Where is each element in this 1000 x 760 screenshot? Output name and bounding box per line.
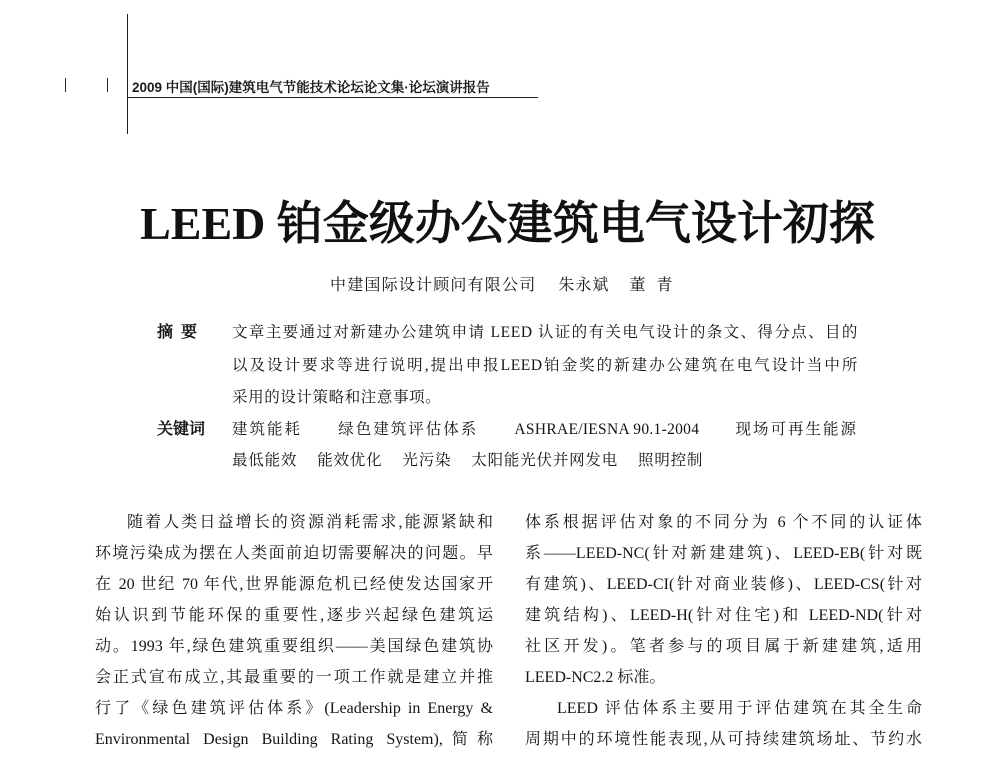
body-line: 周期中的环境性能表现,从可持续建筑场址、节约水 <box>525 731 922 748</box>
abstract-label: 摘 要 <box>157 324 198 341</box>
author-name: 朱永斌 <box>558 277 610 294</box>
keyword: 光污染 <box>402 452 452 469</box>
keyword: 照明控制 <box>638 452 704 469</box>
body-line: LEED-NC2.2 标准。 <box>525 669 666 686</box>
body-column-right <box>525 507 922 755</box>
abstract-line: 采用的设计策略和注意事项。 <box>232 389 442 406</box>
body-line: 体系根据评估对象的不同分为 6 个不同的认证体 <box>525 514 922 531</box>
body-line: 行了《绿色建筑评估体系》(Leadership in Energy & <box>95 700 493 717</box>
keywords-row <box>232 414 858 446</box>
body-line: 随着人类日益增长的资源消耗需求,能源紧缺和 <box>127 514 493 531</box>
body-line: 会正式宣布成立,其最重要的一项工作就是建立并推 <box>95 669 493 686</box>
author-affiliation: 中建国际设计顾问有限公司 <box>330 277 537 294</box>
byline <box>330 274 693 298</box>
body-line: 动。1993 年,绿色建筑重要组织——美国绿色建筑协 <box>95 638 493 655</box>
body-line: 建筑结构)、LEED-H(针对住宅)和 LEED-ND(针对 <box>525 607 922 624</box>
body-line: 在 20 世纪 70 年代,世界能源危机已经使发达国家开 <box>95 576 493 593</box>
body-line: Environmental Design Building Rating System),简称 <box>95 731 493 748</box>
body-line: 有建筑)、LEED-CI(针对商业装修)、LEED-CS(针对 <box>525 576 922 593</box>
keyword: 能效优化 <box>317 452 383 469</box>
running-head-underline <box>127 97 538 98</box>
header-tick-mark <box>107 78 108 92</box>
keyword: 最低能效 <box>232 452 298 469</box>
keywords-label: 关键词 <box>157 421 206 438</box>
abstract-line: 以及设计要求等进行说明,提出申报LEED铂金奖的新建办公建筑在电气设计当中所 <box>232 357 858 374</box>
running-head: 2009 中国(国际)建筑电气节能技术论坛论文集·论坛演讲报告 <box>132 80 490 95</box>
paper-title: LEED 铂金级办公建筑电气设计初探 <box>140 198 875 249</box>
keyword: ASHRAE/IESNA 90.1-2004 <box>514 421 700 438</box>
abstract-line: 文章主要通过对新建办公建筑申请 LEED 认证的有关电气设计的条文、得分点、目的 <box>232 324 858 341</box>
body-column-left <box>95 507 493 755</box>
body-line: 始认识到节能环保的重要性,逐步兴起绿色建筑运 <box>95 607 493 624</box>
keyword: 现场可再生能源 <box>735 421 858 438</box>
body-line: LEED 评估体系主要用于评估建筑在其全生命 <box>557 700 922 717</box>
body-line: 环境污染成为摆在人类面前迫切需要解决的问题。早 <box>95 545 493 562</box>
keywords-row <box>232 445 723 477</box>
body-line: 社区开发)。笔者参与的项目属于新建建筑,适用 <box>525 638 922 655</box>
keyword: 太阳能光伏并网发电 <box>471 452 619 469</box>
header-tick-mark <box>65 78 66 92</box>
keyword: 绿色建筑评估体系 <box>338 421 479 438</box>
header-vertical-rule <box>127 14 128 134</box>
author-name: 董 青 <box>629 277 674 294</box>
body-line: 系——LEED-NC(针对新建建筑)、LEED-EB(针对既 <box>525 545 922 562</box>
keyword: 建筑能耗 <box>232 421 303 438</box>
